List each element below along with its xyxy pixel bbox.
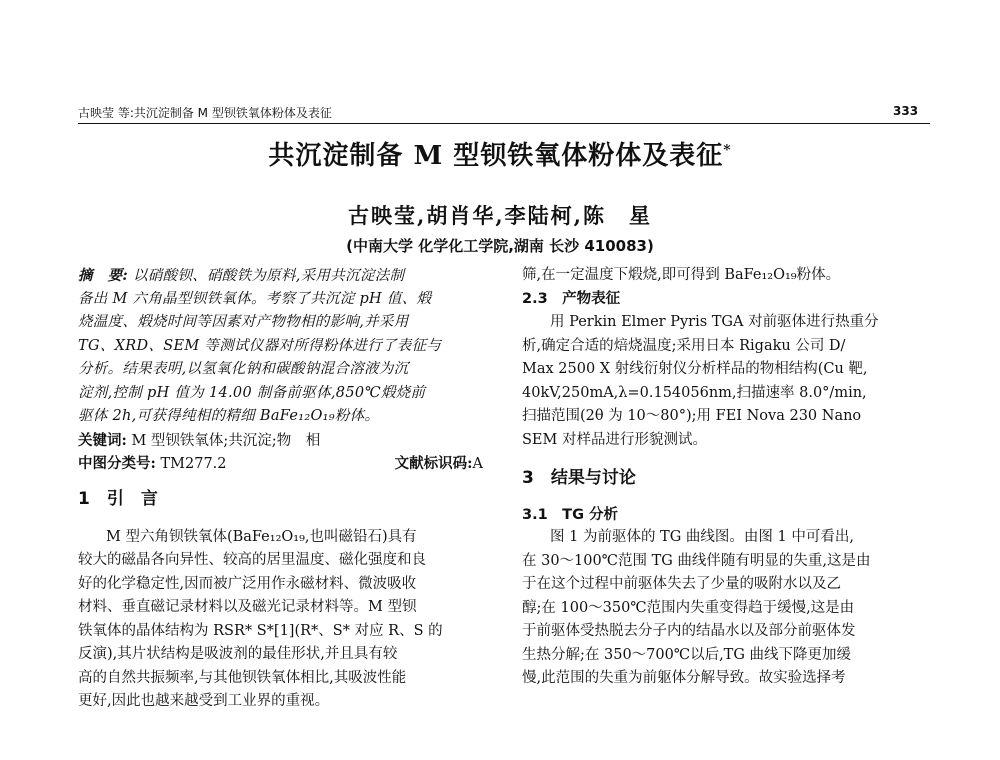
body-line: 好的化学稳定性,因而被广泛用作永磁材料、微波吸收 bbox=[78, 575, 417, 592]
abstract-label: 摘 要: bbox=[78, 267, 129, 284]
continuation-line: 筛,在一定温度下煅烧,即可得到 BaFe₁₂O₁₉粉体。 bbox=[522, 267, 841, 283]
body-line: SEM 对样品进行形貌测试。 bbox=[522, 431, 707, 448]
body-line: 图 1 为前驱体的 TG 曲线图。由图 1 中可看出, bbox=[550, 529, 854, 545]
body-line: 用 Perkin Elmer Pyris TGA 对前驱体进行热重分 bbox=[550, 314, 879, 330]
abstract-line: 驱体 2h,可获得纯相的精细 BaFe₁₂O₁₉粉体。 bbox=[78, 408, 380, 424]
body-line: 于在这个过程中前驱体失去了少量的吸附水以及乙 bbox=[522, 576, 841, 592]
running-head: 古映莹 等:共沉淀制备 M 型钡铁氧体粉体及表征 bbox=[78, 106, 332, 120]
body-line: 生热分解;在 350～700℃以后,TG 曲线下降更加缓 bbox=[522, 646, 852, 663]
body-line: 在 30～100℃范围 TG 曲线伴随有明显的失重,这是由 bbox=[522, 552, 871, 569]
page-number: 333 bbox=[893, 104, 919, 118]
keywords bbox=[78, 429, 483, 453]
subsection-heading-3-1: 3.1 TG 分析 bbox=[522, 507, 619, 523]
abstract-line: 备出 M 六角晶型钡铁氧体。考察了共沉淀 pH 值、煅 bbox=[78, 290, 432, 307]
subsection-heading-2-3: 2.3 产物表征 bbox=[522, 290, 621, 307]
body-line: Max 2500 X 射线衍射仪分析样品的物相结构(Cu 靶, bbox=[522, 361, 868, 377]
body-line: 醇;在 100～350℃范围内失重变得趋于缓慢,这是由 bbox=[522, 599, 855, 616]
section-heading-results: 3 结果与讨论 bbox=[522, 468, 636, 488]
abstract-line: 淀剂,控制 pH 值为 14.00 制备前驱体,850℃煅烧前 bbox=[78, 384, 426, 401]
body-line: M 型六角钡铁氧体(BaFe₁₂O₁₉,也叫磁铅石)具有 bbox=[106, 528, 417, 545]
body-line: 反演),其片状结构是吸波剂的最佳形状,并且具有较 bbox=[78, 646, 398, 662]
abstract-line: 烧温度、煅烧时间等因素对产物物相的影响,并采用 bbox=[78, 314, 409, 330]
right-column bbox=[522, 264, 930, 691]
body-line: 更好,因此也越来越受到工业界的重视。 bbox=[78, 693, 330, 709]
abstract-line: 分析。结果表明,以氢氧化钠和碳酸钠混合溶液为沉 bbox=[78, 361, 409, 377]
body-line: 析,确定合适的焙烧温度;采用日本 Rigaku 公司 D/ bbox=[522, 337, 846, 354]
section-heading-introduction: 1 引 言 bbox=[78, 488, 158, 509]
left-column bbox=[78, 264, 483, 714]
author-list: 古映莹,胡肖华,李陆柯,陈 星 bbox=[348, 203, 652, 228]
document-code-value: A bbox=[472, 456, 483, 472]
classification-value: TM277.2 bbox=[160, 456, 227, 472]
body-line: 较大的磁晶各向异性、较高的居里温度、磁化强度和良 bbox=[78, 552, 426, 568]
body-line: 慢,此范围的失重为前躯体分解导致。故实验选择考 bbox=[522, 670, 846, 686]
body-line: 材料、垂直磁记录材料以及磁光记录材料等。M 型钡 bbox=[78, 599, 417, 615]
header-rule bbox=[78, 123, 930, 124]
body-line: 扫描范围(2θ 为 10～80°);用 FEI Nova 230 Nano bbox=[522, 408, 862, 424]
keywords-value: M 型钡铁氧体;共沉淀;物 相 bbox=[131, 432, 321, 449]
abstract-line bbox=[78, 264, 483, 288]
body-line: 铁氧体的晶体结构为 RSR* S*[1](R*、S* 对应 R、S 的 bbox=[78, 622, 443, 639]
body-line: 于前驱体受热脱去分子内的结晶水以及部分前驱体发 bbox=[522, 623, 856, 639]
classification-label: 中图分类号: bbox=[78, 455, 156, 472]
keywords-label: 关键词: bbox=[78, 431, 127, 449]
document-code-label: 文献标识码: bbox=[394, 455, 473, 472]
body-line: 高的自然共振频率,与其他钡铁氧体相比,其吸波性能 bbox=[78, 669, 407, 686]
abstract-text: 以硝酸钡、硝酸铁为原料,采用共沉淀法制 bbox=[132, 268, 405, 284]
paper-title bbox=[0, 135, 1000, 172]
classification-row bbox=[78, 452, 483, 476]
title-footnote-mark: * bbox=[723, 142, 732, 159]
affiliation: (中南大学 化学化工学院,湖南 长沙 410083) bbox=[346, 237, 654, 255]
abstract-line: TG、XRD、SEM 等测试仪器对所得粉体进行了表征与 bbox=[78, 337, 442, 354]
paper-title-text: 共沉淀制备 M 型钡铁氧体粉体及表征 bbox=[268, 141, 724, 171]
body-line: 40kV,250mA,λ=0.154056nm,扫描速率 8.0°/min, bbox=[522, 384, 867, 401]
